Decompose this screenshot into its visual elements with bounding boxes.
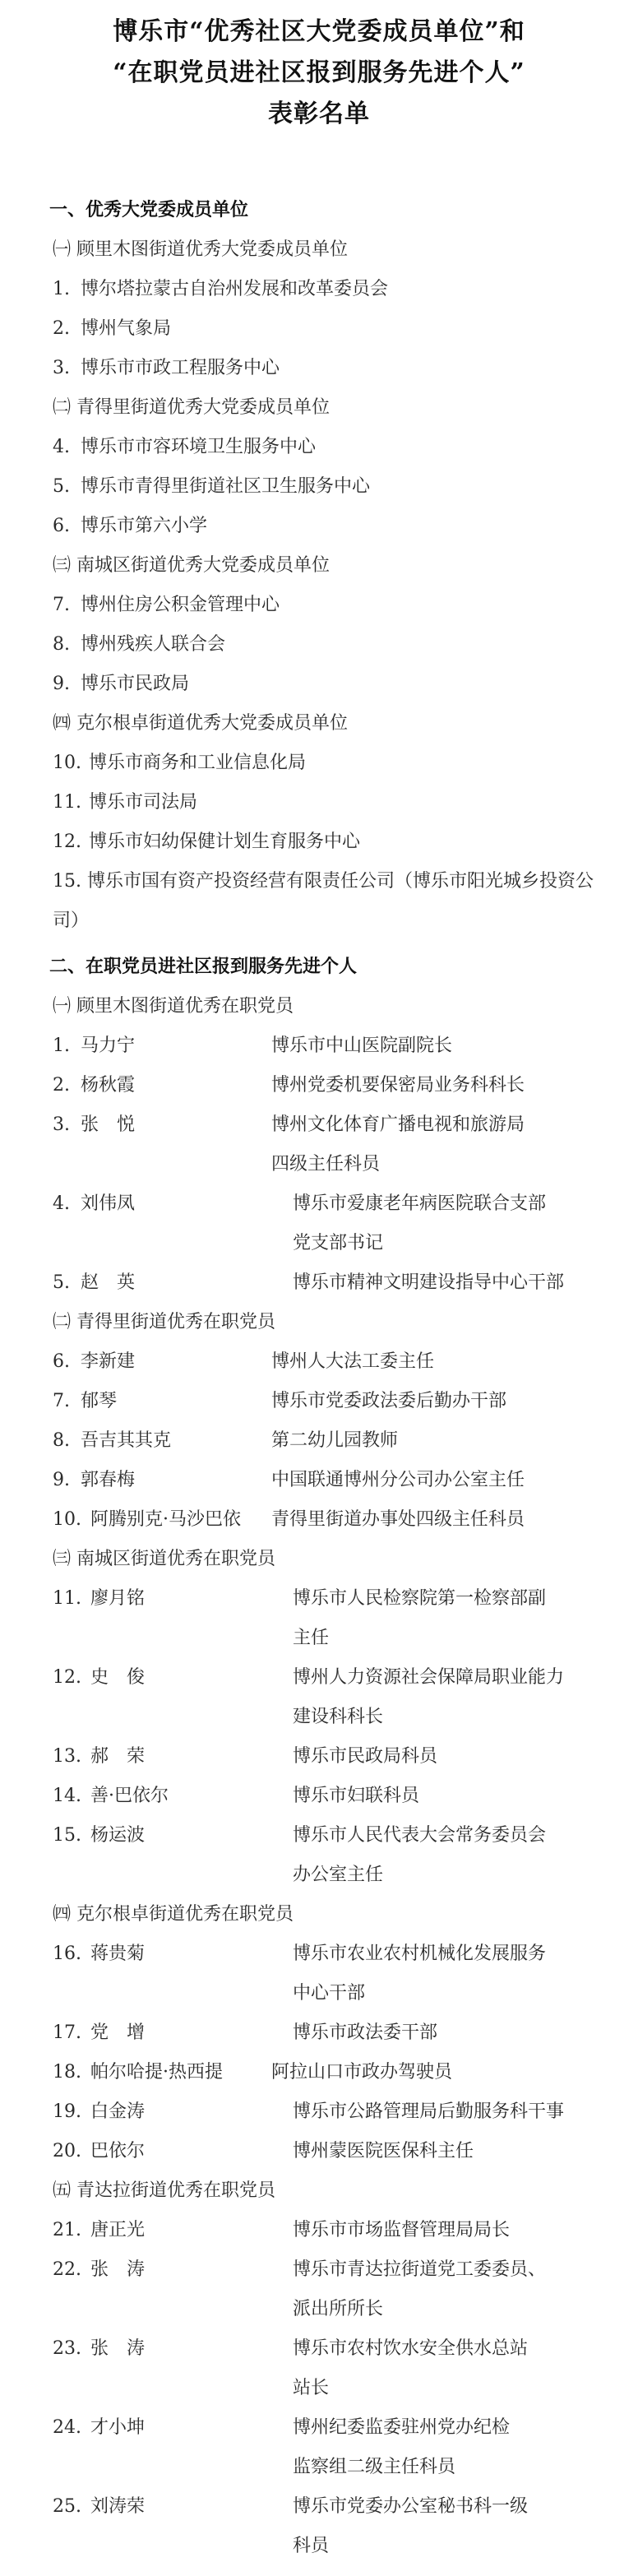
position-line: 博乐市公路管理局后勤服务科干事 xyxy=(293,2101,565,2122)
person-number: 14. xyxy=(53,1786,81,1806)
position-line: 博乐市民政局科员 xyxy=(293,1746,438,1767)
item-text: 博乐市市容环境卫生服务中心 xyxy=(81,437,317,457)
item-text: 博州气象局 xyxy=(81,318,172,339)
person-name: 巴依尔 xyxy=(90,2141,146,2161)
person-number: 23. xyxy=(53,2338,81,2359)
person-number: 7. xyxy=(53,1391,70,1411)
position-line: 博乐市人民检察院第一检察部副 xyxy=(293,1588,547,1609)
list-item xyxy=(0,783,638,822)
item-text: 博乐市民政局 xyxy=(81,674,190,694)
position-line: 四级主任科员 xyxy=(271,1154,381,1174)
person-name: 阿腾别克·马沙巴依 xyxy=(90,1509,241,1530)
document-title xyxy=(0,12,638,135)
item-number: 7. xyxy=(53,595,70,615)
person-row xyxy=(0,1066,638,1105)
person-position xyxy=(293,1184,546,1263)
group-heading xyxy=(0,546,638,586)
item-number: 5. xyxy=(53,476,70,497)
item-number: 12. xyxy=(53,832,81,852)
person-row xyxy=(0,1816,638,1895)
person-row xyxy=(0,2132,638,2171)
list-item xyxy=(0,507,638,546)
person-number: 5. xyxy=(53,1272,70,1293)
person-row xyxy=(0,1461,638,1500)
person-name: 刘伟凤 xyxy=(81,1193,136,1214)
group-label: ㈢ 南城区街道优秀大党委成员单位 xyxy=(53,555,330,576)
person-row xyxy=(0,2329,638,2408)
list-item xyxy=(0,665,638,704)
person-number: 1. xyxy=(53,1035,70,1056)
person-number: 4. xyxy=(53,1193,70,1214)
person-row xyxy=(0,2250,638,2329)
person-number: 13. xyxy=(53,1746,81,1767)
position-line: 博州党委机要保密局业务科科长 xyxy=(271,1075,525,1096)
person-position xyxy=(293,1579,546,1658)
person-number: 20. xyxy=(53,2141,81,2161)
group-heading xyxy=(0,704,638,744)
person-name: 刘涛荣 xyxy=(90,2496,146,2517)
group-heading xyxy=(0,1895,638,1934)
group-heading xyxy=(0,388,638,428)
position-line: 建设科科长 xyxy=(293,1707,384,1727)
section-1-heading xyxy=(0,191,638,230)
person-name: 才小坤 xyxy=(90,2417,146,2438)
person-row xyxy=(0,1500,638,1540)
position-line: 派出所所长 xyxy=(293,2299,384,2319)
person-name: 郝 荣 xyxy=(90,1746,146,1767)
person-position xyxy=(293,1263,564,1303)
person-position xyxy=(271,1342,434,1382)
position-line: 博乐市爱康老年病医院联合支部 xyxy=(293,1193,547,1214)
section-2-heading-text: 二、在职党员进社区报到服务先进个人 xyxy=(49,957,358,977)
group-heading xyxy=(0,1303,638,1342)
list-item-wrapped xyxy=(33,862,617,941)
person-name: 吾吉其其克 xyxy=(81,1430,172,1451)
list-item xyxy=(0,586,638,625)
person-position xyxy=(271,1026,452,1066)
list-item xyxy=(0,270,638,309)
person-row xyxy=(0,1026,638,1066)
person-row xyxy=(0,2211,638,2250)
position-line: 博乐市中山医院副院长 xyxy=(271,1035,453,1056)
person-position xyxy=(293,1777,419,1816)
person-number: 11. xyxy=(53,1588,81,1609)
group-label: ㈣ 克尔根卓街道优秀大党委成员单位 xyxy=(53,713,348,734)
position-line: 中心干部 xyxy=(293,1983,366,2004)
position-line: 博乐市党委办公室秘书科一级 xyxy=(293,2496,529,2517)
position-line: 站长 xyxy=(293,2378,330,2398)
person-name: 赵 英 xyxy=(81,1272,136,1293)
group-label: ㈤ 青达拉街道优秀在职党员 xyxy=(53,2180,275,2201)
person-row xyxy=(0,2092,638,2132)
person-name: 党 增 xyxy=(90,2022,146,2043)
person-row xyxy=(0,1777,638,1816)
person-row xyxy=(0,1263,638,1303)
item-text: 博乐市第六小学 xyxy=(81,516,208,536)
position-line: 博州蒙医院医保科主任 xyxy=(293,2141,474,2161)
person-number: 8. xyxy=(53,1430,70,1451)
list-item xyxy=(0,625,638,665)
position-line: 博州人力资源社会保障局职业能力 xyxy=(293,1667,565,1688)
person-row xyxy=(0,1421,638,1461)
list-item xyxy=(0,744,638,783)
list-item xyxy=(0,822,638,862)
person-row xyxy=(0,1658,638,1737)
group-label: ㈣ 克尔根卓街道优秀在职党员 xyxy=(53,1904,294,1925)
person-number: 10. xyxy=(53,1509,81,1530)
item-number: 1. xyxy=(53,279,70,299)
person-name: 白金涛 xyxy=(90,2101,146,2122)
person-row xyxy=(0,2408,638,2487)
position-line: 主任 xyxy=(293,1628,330,1648)
item-number: 9. xyxy=(53,674,70,694)
section-2-heading xyxy=(0,947,638,987)
position-line: 博州文化体育广播电视和旅游局 xyxy=(271,1114,525,1135)
item-text: 博州住房公积金管理中心 xyxy=(81,595,280,615)
item-number: 8. xyxy=(53,634,70,655)
person-position xyxy=(293,2132,474,2171)
person-number: 24. xyxy=(53,2417,81,2438)
list-item xyxy=(0,428,638,467)
person-row xyxy=(0,2013,638,2053)
person-number: 21. xyxy=(53,2220,81,2240)
title-line-3: 表彰名单 xyxy=(268,100,370,128)
position-line: 博乐市党委政法委后勤办干部 xyxy=(271,1391,507,1411)
person-number: 15. xyxy=(53,1825,81,1846)
person-number: 9. xyxy=(53,1470,70,1490)
item-text: 15. 博乐市国有资产投资经营有限责任公司（博乐市阳光城乡投资公司） xyxy=(53,871,594,931)
item-number: 3. xyxy=(53,358,70,378)
item-text: 博乐市商务和工业信息化局 xyxy=(89,753,307,773)
person-row xyxy=(0,1382,638,1421)
person-number: 17. xyxy=(53,2022,81,2043)
person-name: 史 俊 xyxy=(90,1667,146,1688)
person-name: 蒋贵菊 xyxy=(90,1944,146,1964)
item-text: 博乐市妇幼保健计划生育服务中心 xyxy=(89,832,361,852)
list-item xyxy=(0,309,638,349)
position-line: 党支部书记 xyxy=(293,1233,384,1253)
person-position xyxy=(293,2092,564,2132)
person-name: 帕尔哈提·热西提 xyxy=(90,2062,223,2083)
title-line-2: “在职党员进社区报到服务先进个人” xyxy=(113,58,525,87)
person-number: 3. xyxy=(53,1114,70,1135)
group-label: ㈠ 顾里木图街道优秀大党委成员单位 xyxy=(53,239,348,260)
person-position xyxy=(293,2329,528,2408)
position-line: 青得里街道办事处四级主任科员 xyxy=(271,1509,525,1530)
position-line: 博乐市精神文明建设指导中心干部 xyxy=(293,1272,565,1293)
item-text: 博尔塔拉蒙古自治州发展和改革委员会 xyxy=(81,279,389,299)
group-label: ㈡ 青得里街道优秀在职党员 xyxy=(53,1312,275,1332)
position-line: 博乐市青达拉街道党工委委员、 xyxy=(293,2259,547,2280)
item-number: 10. xyxy=(53,753,81,773)
person-position xyxy=(271,1461,525,1500)
group-label: ㈡ 青得里街道优秀大党委成员单位 xyxy=(53,397,330,418)
item-text: 博乐市司法局 xyxy=(89,792,198,813)
group-label: ㈠ 顾里木图街道优秀在职党员 xyxy=(53,996,294,1017)
person-position xyxy=(293,1737,437,1777)
person-position xyxy=(293,1934,546,2013)
position-line: 科员 xyxy=(293,2536,330,2556)
position-line: 博乐市农村饮水安全供水总站 xyxy=(293,2338,529,2359)
title-line-1: 博乐市“优秀社区大党委成员单位”和 xyxy=(113,17,525,46)
person-row xyxy=(0,1342,638,1382)
item-number: 11. xyxy=(53,792,81,813)
group-heading xyxy=(0,2171,638,2211)
person-row xyxy=(0,1105,638,1184)
item-number: 2. xyxy=(53,318,70,339)
person-name: 杨运波 xyxy=(90,1825,146,1846)
person-position xyxy=(271,1105,525,1184)
person-position xyxy=(293,1816,546,1895)
person-name: 杨秋霞 xyxy=(81,1075,136,1096)
list-item xyxy=(0,467,638,507)
position-line: 博乐市妇联科员 xyxy=(293,1786,420,1806)
position-line: 第二幼儿园教师 xyxy=(271,1430,399,1451)
person-position xyxy=(293,2013,437,2053)
position-line: 博州纪委监委驻州党办纪检 xyxy=(293,2417,511,2438)
person-row xyxy=(0,1737,638,1777)
person-position xyxy=(293,1658,564,1737)
person-position xyxy=(271,1066,525,1105)
position-line: 中国联通博州分公司办公室主任 xyxy=(271,1470,525,1490)
item-number: 4. xyxy=(53,437,70,457)
position-line: 阿拉山口市政办驾驶员 xyxy=(271,2062,453,2083)
person-name: 郁琴 xyxy=(81,1391,118,1411)
person-name: 张 涛 xyxy=(90,2338,146,2359)
person-number: 22. xyxy=(53,2259,81,2280)
item-number: 6. xyxy=(53,516,70,536)
position-line: 博乐市人民代表大会常务委员会 xyxy=(293,1825,547,1846)
person-position xyxy=(271,1382,506,1421)
person-row xyxy=(0,2487,638,2566)
person-row xyxy=(0,1184,638,1263)
person-position xyxy=(293,2250,546,2329)
person-position xyxy=(293,2211,510,2250)
person-number: 16. xyxy=(53,1944,81,1964)
person-name: 善·巴依尔 xyxy=(90,1786,169,1806)
person-number: 19. xyxy=(53,2101,81,2122)
position-line: 监察组二级主任科员 xyxy=(293,2457,456,2477)
person-position xyxy=(271,2053,452,2092)
person-name: 张 涛 xyxy=(90,2259,146,2280)
position-line: 博州人大法工委主任 xyxy=(271,1351,435,1372)
person-number: 12. xyxy=(53,1667,81,1688)
person-row xyxy=(0,1579,638,1658)
person-name: 唐正光 xyxy=(90,2220,146,2240)
person-position xyxy=(271,1500,525,1540)
item-text: 博乐市市政工程服务中心 xyxy=(81,358,280,378)
position-line: 博乐市市场监督管理局局长 xyxy=(293,2220,511,2240)
group-label: ㈢ 南城区街道优秀在职党员 xyxy=(53,1549,275,1569)
person-row xyxy=(0,1934,638,2013)
item-text: 博乐市青得里街道社区卫生服务中心 xyxy=(81,476,371,497)
person-row xyxy=(0,2053,638,2092)
person-name: 李新建 xyxy=(81,1351,136,1372)
person-name: 廖月铭 xyxy=(90,1588,146,1609)
person-name: 张 悦 xyxy=(81,1114,136,1135)
person-position xyxy=(293,2408,510,2487)
person-number: 18. xyxy=(53,2062,81,2083)
section-1-heading-text: 一、优秀大党委成员单位 xyxy=(49,200,249,220)
person-number: 2. xyxy=(53,1075,70,1096)
person-number: 25. xyxy=(53,2496,81,2517)
person-name: 马力宁 xyxy=(81,1035,136,1056)
group-heading xyxy=(0,987,638,1026)
position-line: 办公室主任 xyxy=(293,1865,384,1885)
person-position xyxy=(293,2487,528,2566)
person-number: 6. xyxy=(53,1351,70,1372)
person-position xyxy=(271,1421,398,1461)
group-heading xyxy=(0,230,638,270)
item-text: 博州残疾人联合会 xyxy=(81,634,226,655)
position-line: 博乐市政法委干部 xyxy=(293,2022,438,2043)
position-line: 博乐市农业农村机械化发展服务 xyxy=(293,1944,547,1964)
list-item xyxy=(0,349,638,388)
person-name: 郭春梅 xyxy=(81,1470,136,1490)
group-heading xyxy=(0,1540,638,1579)
